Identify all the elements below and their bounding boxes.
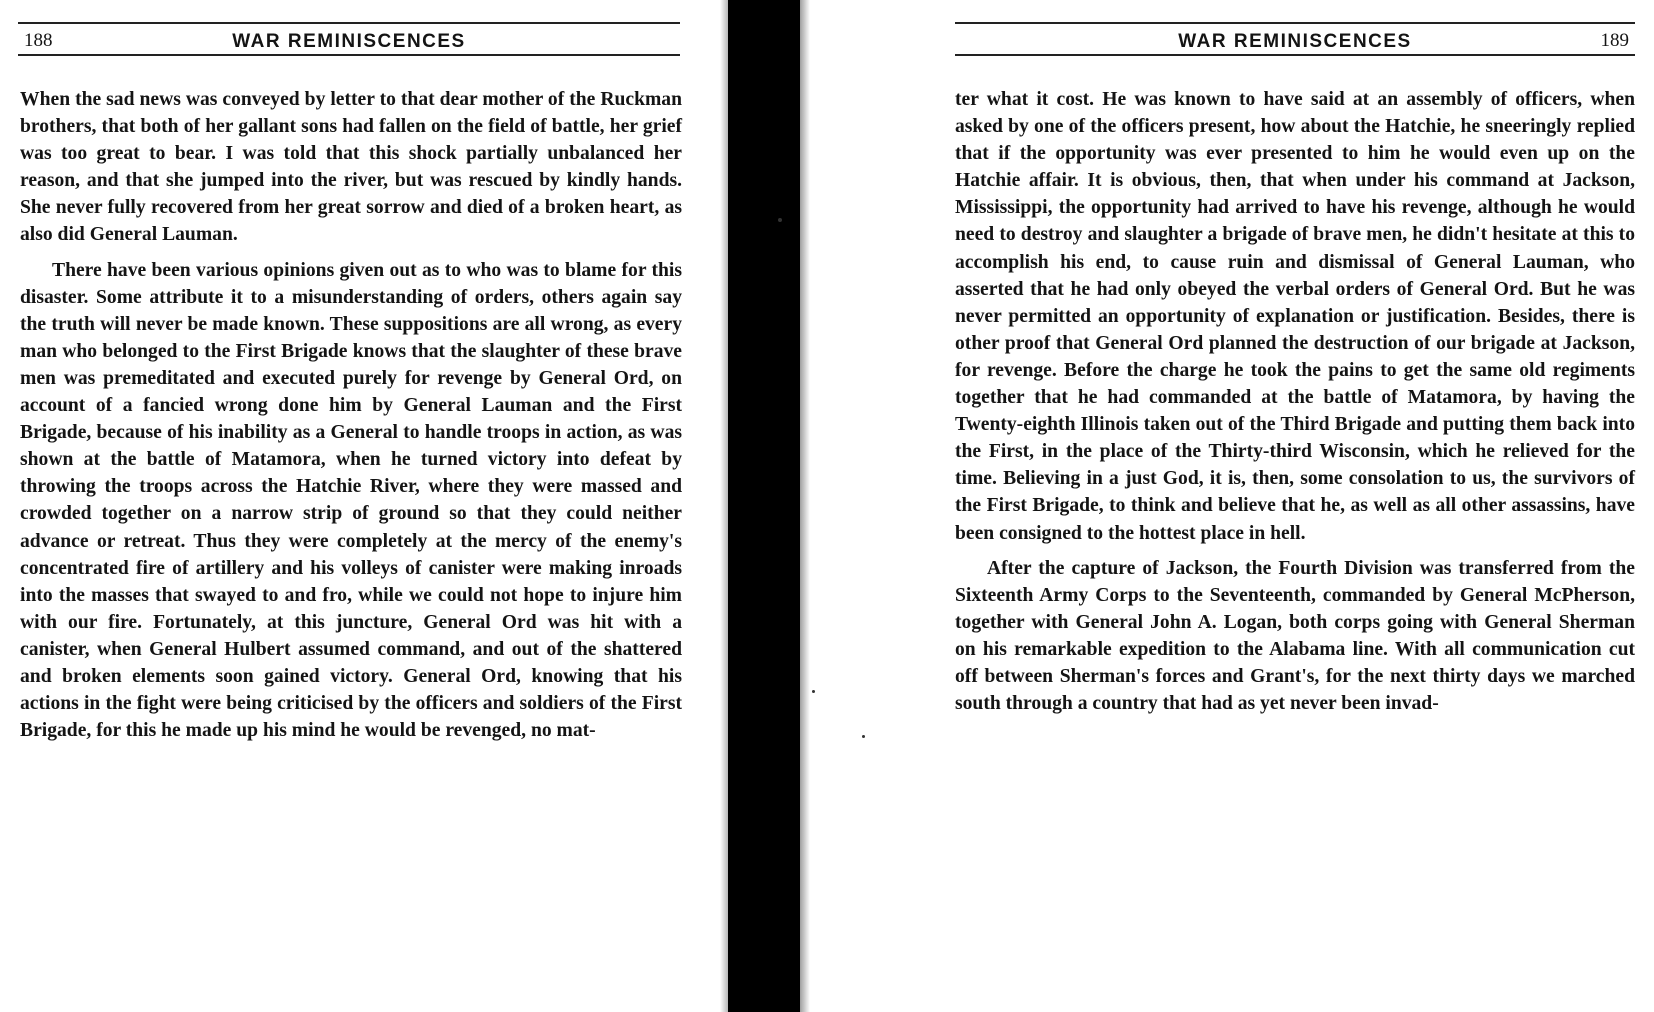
left-page-header [18,22,680,56]
scan-speck [778,218,782,222]
right-page-number: 189 [1600,30,1629,51]
right-running-head: WAR REMINISCENCES [1178,31,1412,52]
left-page-body [20,86,682,752]
left-paragraph-2: There have been various opinions given out as to who was to blame for this disaster. Some attribute it to a misunderstanding of orders, others again say the truth will never be made known. These suppositions are all wrong, as every man who belonged to the First Brigade knows that the slaughter of these brave men was premeditated and executed purely for revenge by General Ord, on account of a fancied wrong done him by General Lauman and the First Brigade, because of his inability as a General to handle troops in action, as was shown at the battle of Matamora, when he turned victory into defeat by throwing the troops across the Hatchie River, where they were massed and crowded together on a narrow strip of ground so that they could neither advance or retreat. Thus they were completely at the mercy of the enemy's concentrated fire of artillery and his volleys of canister were making inroads into the masses that swayed to and fro, while we could not hope to injure him with our fire. Fortunately, at this juncture, General Ord was hit with a canister, when General Hulbert assumed command, and out of the shattered and broken elements soon gained victory. General Ord, knowing that his actions in the fight were being criticised by the officers and soldiers of the First Brigade, for this he made up his mind he would be revenged, no mat- [20,259,682,742]
left-page-number: 188 [24,30,53,51]
book-gutter-shadow [728,0,800,1012]
right-paragraph-1: ter what it cost. He was known to have said at an assembly of officers, when asked by one of the officers present, how about the Hatchie, he sneeringly replied that if the opportunity was ever presented to him he would even up on the Hatchie affair. It is obvious, then, that when under his command at Jackson, Mississippi, the opportunity had arrived to have his revenge, although he would need to destroy and slaughter a brigade of brave men, he didn't hesitate at this to accomplish his end, to cause ruin and dismissal of General Lauman, who asserted that he had only obeyed the verbal orders of General Ord. But he was never permitted an opportunity of explanation or justification. Besides, there is other proof that General Ord planned the destruction of our brigade at Jackson, for revenge. Before the charge he took the pains to get the same old regiments together that he had commanded at the battle of Matamora, by having the Twenty-eighth Illinois taken out of the Third Brigade and putting them back into the First, in the place of the Thirty-third Wisconsin, which he relieved for the time. Believing in a just God, it is, then, some consolation to us, the survivors of the First Brigade, to think and believe that he, as well as all other assassins, have been consigned to the hottest place in hell. [955,89,1635,544]
scan-speck [812,690,815,693]
scan-speck [862,735,865,738]
right-page [955,0,1645,1012]
left-paragraph-1: When the sad news was conveyed by letter to that dear mother of the Ruckman brothers, that both of her gallant sons had fallen on the field of battle, her grief was too great to bear. I was told that this shock partially unbalanced her reason, and that she jumped into the river, but was rescued by kindly hands. She never fully recovered from her great sorrow and died of a broken heart, as also did General Lauman. [20,89,682,246]
right-paragraph-2: After the capture of Jackson, the Fourth Division was transferred from the Sixteenth Army Corps to the Seventeenth, commanded by General McPherson, together with General John A. Logan, both corps going with General Sherman on his remarkable expedition to the Alabama line. With all communication cut off between Sherman's forces and Grant's, for the next thirty days we marched south through a country that had as yet never been invad- [955,557,1635,715]
right-page-body [955,86,1635,725]
left-page [0,0,690,1012]
right-page-header [955,22,1635,56]
left-running-head: WAR REMINISCENCES [232,31,466,52]
